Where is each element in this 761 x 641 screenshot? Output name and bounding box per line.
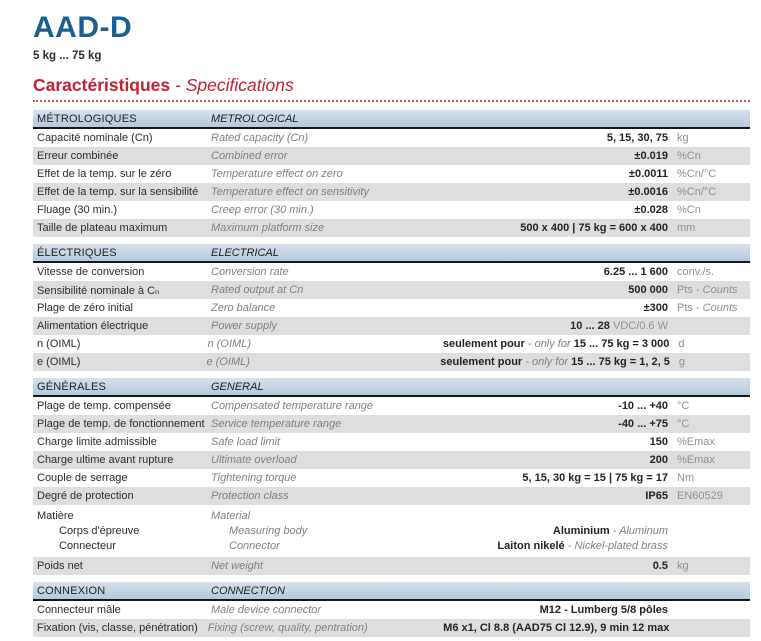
- unit-cell: %Cn: [677, 204, 701, 216]
- label-fr: Plage de zéro initial: [37, 302, 134, 314]
- value-cell: -40 ... +75: [618, 418, 668, 430]
- label-en: Net weight: [211, 560, 263, 572]
- unit-cell: g: [678, 356, 685, 368]
- label-en: Temperature effect on sensitivity: [211, 186, 369, 198]
- label-fr: e (OIML): [37, 356, 81, 368]
- unit-cell: EN60529: [677, 490, 723, 502]
- section-header-connexion: [33, 582, 750, 601]
- row-charge-ultime: [33, 451, 750, 469]
- value-cell: 200: [649, 454, 668, 466]
- value-cell: ±0.0016: [628, 186, 668, 198]
- section-title-en: METROLOGICAL: [211, 112, 299, 125]
- row-fixation: [33, 619, 750, 637]
- row-matiere: [33, 508, 750, 523]
- value-cell: seulement pour - only for 15 ... 75 kg = 3 000: [442, 338, 670, 350]
- row-taille-plateau: [33, 219, 750, 237]
- section-title-fr: GÉNÉRALES: [37, 380, 107, 393]
- label-fr: Corps d'épreuve: [59, 524, 140, 537]
- label-fr: Plage de temp. de fonctionnement: [37, 418, 205, 430]
- unit-cell: °C: [677, 400, 690, 412]
- section-title-en: CONNECTION: [211, 584, 285, 597]
- heading-french: Caractéristiques: [33, 75, 171, 95]
- datasheet-page: [33, 0, 750, 637]
- row-alimentation: [33, 317, 750, 335]
- specifications-heading: [33, 75, 750, 102]
- unit-cell: kg: [677, 560, 689, 572]
- row-plage-zero: [33, 299, 750, 317]
- unit-cell: Pts - Counts: [677, 284, 738, 296]
- label-fr: Poids net: [37, 560, 83, 572]
- value-cell: M6 x1, Cl 8.8 (AAD75 Cl 12.9), 9 min 12 max: [443, 622, 670, 634]
- unit-cell: kg: [677, 132, 689, 144]
- label-en: Rated capacity (Cn): [211, 132, 309, 144]
- label-fr: Charge ultime avant rupture: [37, 454, 174, 466]
- capacity-range: 5 kg ... 75 kg: [33, 50, 102, 62]
- label-en: Protection class: [211, 490, 289, 502]
- value-cell: IP65: [645, 490, 668, 502]
- unit-cell: Pts - Counts: [677, 302, 738, 314]
- label-en: Power supply: [211, 320, 278, 332]
- row-fluage: [33, 201, 750, 219]
- value-cell: seulement pour - only for 15 ... 75 kg = 1, 2, 5: [440, 356, 670, 368]
- value-cell: 5, 15, 30 kg = 15 | 75 kg = 17: [522, 472, 668, 484]
- value-cell: 6.25 ... 1 600: [603, 266, 668, 278]
- row-temp-fonctionnement: [33, 415, 750, 433]
- section-title-fr: ÉLECTRIQUES: [37, 246, 117, 259]
- row-sensibilite-nominale: [33, 281, 750, 299]
- label-en: Compensated temperature range: [211, 400, 374, 412]
- value-cell: 5, 15, 30, 75: [606, 132, 668, 144]
- label-en: Maximum platform size: [211, 222, 325, 234]
- label-en: Male device connector: [211, 604, 322, 616]
- label-en: Ultimate overload: [211, 454, 297, 466]
- unit-cell: °C: [677, 418, 690, 430]
- label-fr: Couple de serrage: [37, 472, 128, 484]
- section-title-en: GENERAL: [211, 380, 264, 393]
- section-title-fr: CONNEXION: [37, 584, 106, 597]
- label-en: Rated output at Cn: [211, 284, 304, 296]
- label-en: Zero balance: [211, 302, 276, 314]
- label-fr: Connecteur: [59, 539, 116, 552]
- value-cell: ±0.019: [634, 150, 668, 162]
- value-cell: 500 x 400 | 75 kg = 600 x 400: [520, 222, 668, 234]
- unit-cell: mm: [677, 222, 696, 234]
- value-cell: 0.5: [652, 560, 668, 572]
- unit-cell: d: [678, 338, 685, 350]
- label-fr: Connecteur mâle: [37, 604, 121, 616]
- label-fr: Vitesse de conversion: [37, 266, 145, 278]
- label-fr: Degré de protection: [37, 490, 134, 502]
- row-effet-temp-sensibilite: [33, 183, 750, 201]
- label-fr: Capacité nominale (Cn): [37, 132, 153, 144]
- row-poids-net: [33, 557, 750, 575]
- label-fr: Effet de la temp. sur la sensibilité: [37, 186, 199, 198]
- value-cell: Aluminium - Aluminum: [552, 524, 668, 537]
- label-fr: Matière: [37, 509, 74, 522]
- label-fr: Erreur combinée: [37, 150, 119, 162]
- label-fr: Taille de plateau maximum: [37, 222, 168, 234]
- value-cell: 500 000: [628, 284, 668, 296]
- label-fr: Fluage (30 min.): [37, 204, 118, 216]
- material-block: [33, 505, 750, 557]
- row-n-oiml: [33, 335, 750, 353]
- row-vitesse-conversion: [33, 263, 750, 281]
- label-en: Material: [211, 509, 251, 522]
- unit-cell: %Cn/°C: [677, 186, 717, 198]
- label-en: Connector: [229, 539, 280, 552]
- section-gap: [33, 575, 750, 582]
- row-temp-compensee: [33, 397, 750, 415]
- unit-cell: %Emax: [677, 454, 715, 466]
- section-header-generales: [33, 378, 750, 397]
- row-erreur-combinee: [33, 147, 750, 165]
- row-connecteur-male: [33, 601, 750, 619]
- value-cell: -10 ... +40: [618, 400, 668, 412]
- row-couple-serrage: [33, 469, 750, 487]
- value-cell: ±0.0011: [628, 168, 668, 180]
- row-charge-limite: [33, 433, 750, 451]
- label-en: Measuring body: [229, 524, 308, 537]
- heading-english: - Specifications: [175, 75, 294, 95]
- unit-cell: conv./s.: [677, 266, 715, 278]
- label-en: Safe load limit: [211, 436, 281, 448]
- value-cell: ±300: [643, 302, 668, 314]
- label-en: Fixing (screw, quality, pentration): [207, 622, 368, 634]
- label-fr: Sensibilité nominale à Cₙ: [37, 284, 160, 297]
- label-en: Creep error (30 min.): [211, 204, 314, 216]
- section-gap: [33, 237, 750, 244]
- unit-cell: %Cn/°C: [677, 168, 717, 180]
- value-cell: 150: [649, 436, 668, 448]
- specifications-table: [33, 110, 750, 637]
- product-title: AAD-D: [33, 11, 133, 44]
- section-title-fr: MÉTROLOGIQUES: [37, 112, 137, 125]
- unit-cell: Nm: [677, 472, 695, 484]
- label-en: Conversion rate: [211, 266, 289, 278]
- label-en: e (OIML): [206, 356, 250, 368]
- row-connecteur-matiere: [33, 538, 750, 553]
- row-degre-protection: [33, 487, 750, 505]
- value-cell: M12 - Lumberg 5/8 pôles: [539, 604, 668, 616]
- label-fr: Plage de temp. compensée: [37, 400, 171, 412]
- label-fr: n (OIML): [37, 338, 81, 350]
- section-title-en: ELECTRICAL: [211, 246, 279, 259]
- label-fr: Charge limite admissible: [37, 436, 157, 448]
- label-en: n (OIML): [207, 338, 251, 350]
- label-fr: Effet de la temp. sur le zéro: [37, 168, 172, 180]
- section-gap: [33, 371, 750, 378]
- row-effet-temp-zero: [33, 165, 750, 183]
- label-fr: Fixation (vis, classe, pénétration): [37, 622, 198, 634]
- value-cell: 10 ... 28 VDC/0.6 W: [570, 320, 668, 332]
- value-cell: Laiton nikelé - Nickel-plated brass: [497, 539, 668, 552]
- label-en: Tightening torque: [211, 472, 297, 484]
- label-en: Combined error: [211, 150, 288, 162]
- label-en: Temperature effect on zero: [211, 168, 343, 180]
- label-fr: Alimentation électrique: [37, 320, 149, 332]
- label-en: Service temperature range: [211, 418, 342, 430]
- row-capacite-nominale: [33, 129, 750, 147]
- unit-cell: %Emax: [677, 436, 715, 448]
- section-header-electriques: [33, 244, 750, 263]
- row-e-oiml: [33, 353, 750, 371]
- section-header-metrologiques: [33, 110, 750, 129]
- unit-cell: %Cn: [677, 150, 701, 162]
- row-corps-epreuve: [33, 523, 750, 538]
- value-cell: ±0.028: [634, 204, 668, 216]
